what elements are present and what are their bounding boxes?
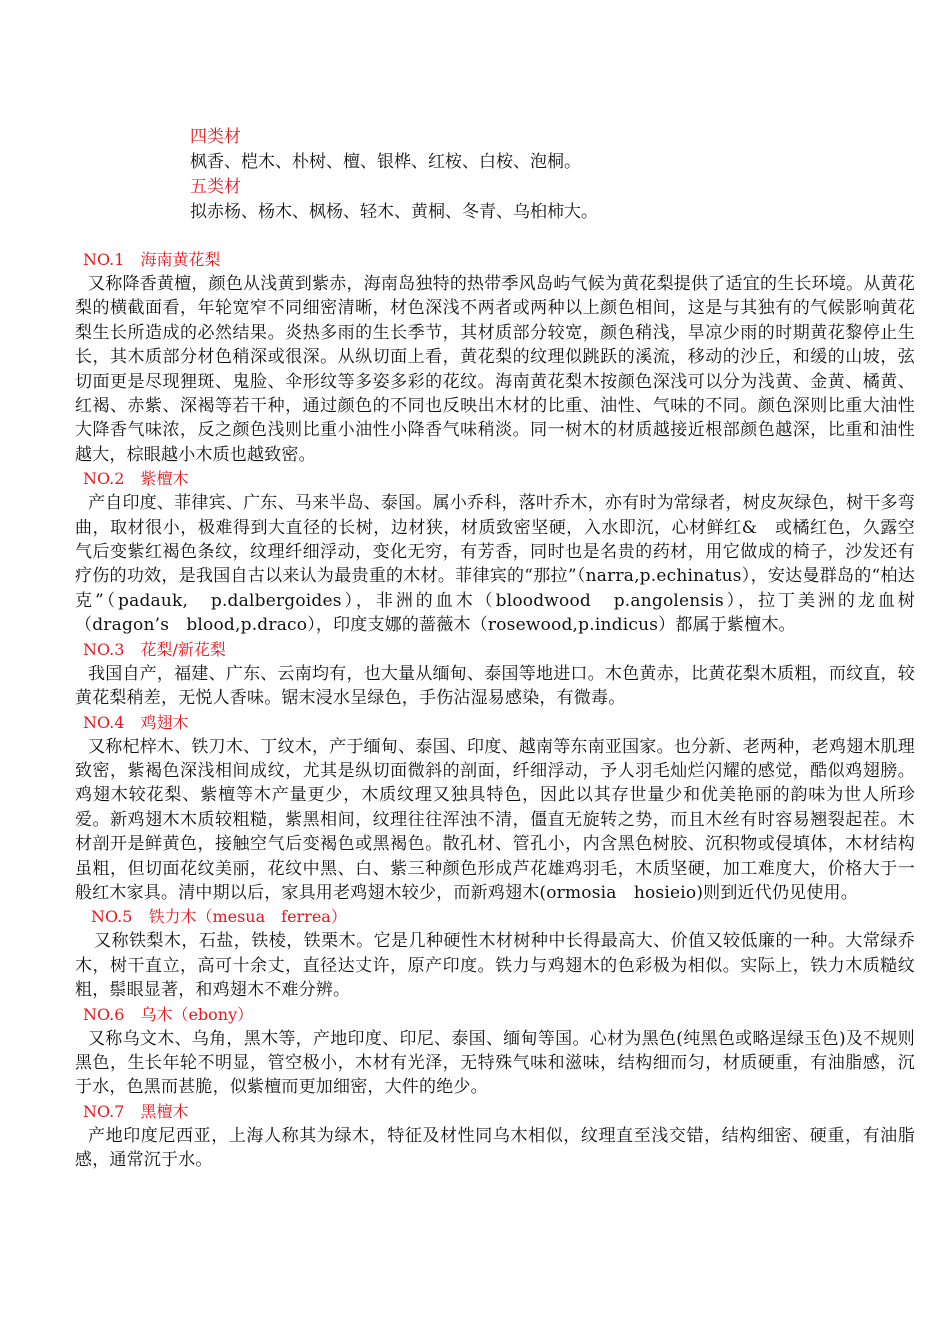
section-heading: NO.6 乌木（ebony） xyxy=(83,1004,254,1024)
section-no3 xyxy=(75,638,915,711)
category-title-5: 五类材 xyxy=(190,177,241,197)
section-body: 又称铁梨木，石盐，铁棱，铁栗木。它是几种硬性木材树种中长得最高大、价值又较低廉的一种。大常绿乔木，树干直立，高可十余丈，直径达丈许，原产印度。铁力与鸡翅木的色彩极为相似。实际上，铁力木质糙纹粗，鬃眼显著，和鸡翅木不难分辨。 xyxy=(75,931,915,1001)
section-body: 我国自产，福建、广东、云南均有，也大量从缅甸、泰国等地进口。木色黄赤，比黄花梨木质粗，而纹直，较黄花梨稍差，无悦人香味。锯末浸水呈绿色，手伤沾湿易感染，有微毒。 xyxy=(75,663,915,709)
section-no2 xyxy=(75,467,915,637)
section-no5 xyxy=(75,905,915,1002)
wood-category-list xyxy=(190,125,910,225)
section-no1 xyxy=(75,248,915,467)
section-heading: NO.5 铁力木（mesua ferrea） xyxy=(91,907,347,927)
section-heading: NO.4 鸡翅木 xyxy=(83,712,189,732)
category-items-4: 枫香、桤木、朴树、檀、银桦、红桉、白桉、泡桐。 xyxy=(190,152,581,172)
section-body: 产地印度尼西亚，上海人称其为绿木，特征及材性同乌木相似，纹理直至浅交错，结构细密、硬重，有油脂感，通常沉于水。 xyxy=(75,1125,915,1171)
section-heading: NO.3 花梨/新花梨 xyxy=(83,639,226,659)
section-no4 xyxy=(75,711,915,906)
section-heading: NO.2 紫檀木 xyxy=(83,469,189,489)
section-no7 xyxy=(75,1100,915,1173)
section-body: 又称乌文木、乌角，黑木等，产地印度、印尼、泰国、缅甸等国。心材为黑色(纯黑色或略逞绿玉色)及不规则黑色，生长年轮不明显，管空极小，木材有光泽，无特殊气味和滋味，结构细而匀，材质硬重，有油脂感，沉于水，色黑而甚脆，似紫檀而更加细密，大件的绝少。 xyxy=(75,1028,915,1098)
category-items-5: 拟赤杨、杨木、枫杨、轻木、黄桐、冬青、乌桕柿大。 xyxy=(190,202,598,222)
section-no6 xyxy=(75,1003,915,1100)
wood-sections xyxy=(75,248,915,1173)
section-heading: NO.1 海南黄花梨 xyxy=(83,250,221,269)
section-body: 又称降香黄檀，颜色从浅黄到紫赤，海南岛独特的热带季风岛屿气候为黄花梨提供了适宜的生长环境。从黄花梨的横截面看，年轮宽窄不同细密清晰，材色深浅不两者或两种以上颜色相间，这是与其独有的气候影响黄花梨生长所造成的必然结果。炎热多雨的生长季节，其材质部分较宽，颜色稍浅，旱凉少雨的时期黄花黎停止生长，其木质部分材色稍深或很深。从纵切面上看，黄花梨的纹理似跳跃的溪流，移动的沙丘，和缓的山坡，弦切面更是尽现狸斑、鬼脸、伞形纹等多姿多彩的花纹。海南黄花梨木按颜色深浅可以分为浅黄、金黄、橘黄、红褐、赤紫、深褐等若干种，通过颜色的不同也反映出木材的比重、油性、气味的不同。颜色深则比重大油性大降香气味浓，反之颜色浅则比重小油性小降香气味稍淡。同一树木的材质越接近根部颜色越深，比重和油性越大，棕眼越小木质也越致密。 xyxy=(75,274,915,465)
section-heading: NO.7 黑檀木 xyxy=(83,1101,189,1121)
section-body: 产自印度、菲律宾、广东、马来半岛、泰国。属小乔科，落叶乔木，亦有时为常绿者，树皮灰绿色，树干多弯曲，取材很小，极难得到大直径的长树，边材狭，材质致密坚硬，入水即沉，心材鲜红& 或橘红色，久露空气后变紫红褐色条纹，纹理纤细浮动，变化无穷，有芳香，同时也是名贵的药材，用它做成的椅子，沙发还有疗伤的功效，是我国自古以来认为最贵重的木材。菲律宾的“那拉”（narra,p.echinatus），安达曼群岛的“柏达克”（padauk, p.dalbergoides），非洲的血木（bloodwood p.angolensis），拉丁美洲的龙血树（dragon’s blood,p.draco），印度支娜的蔷薇木（rosewood,p.indicus）都属于紫檀木。 xyxy=(75,493,915,636)
category-title-4: 四类材 xyxy=(190,127,241,147)
section-body: 又称杞梓木、铁刀木、丁纹木，产于缅甸、泰国、印度、越南等东南亚国家。也分新、老两种，老鸡翅木肌理致密，紫褐色深浅相间成纹，尤其是纵切面微斜的剖面，纤细浮动，予人羽毛灿烂闪耀的感觉，酷似鸡翅膀。鸡翅木较花梨、紫檀等木产量更少，木质纹理又独具特色，因此以其存世量少和优美艳丽的韵味为世人所珍爱。新鸡翅木木质较粗糙，紫黑相间，纹理往往浑浊不清，僵直无旋转之势，而且木丝有时容易翘裂起茬。木材剖开是鲜黄色，接触空气后变褐色或黑褐色。散孔材、管孔小，内含黑色树胶、沉积物或侵填体，木材结构虽粗，但切面花纹美丽，花纹中黑、白、紫三种颜色形成芦花雄鸡羽毛，木质坚硬，加工难度大，价格大于一般红木家具。清中期以后，家具用老鸡翅木较少，而新鸡翅木(ormosia hosieio)则到近代仍见使用。 xyxy=(75,736,915,903)
